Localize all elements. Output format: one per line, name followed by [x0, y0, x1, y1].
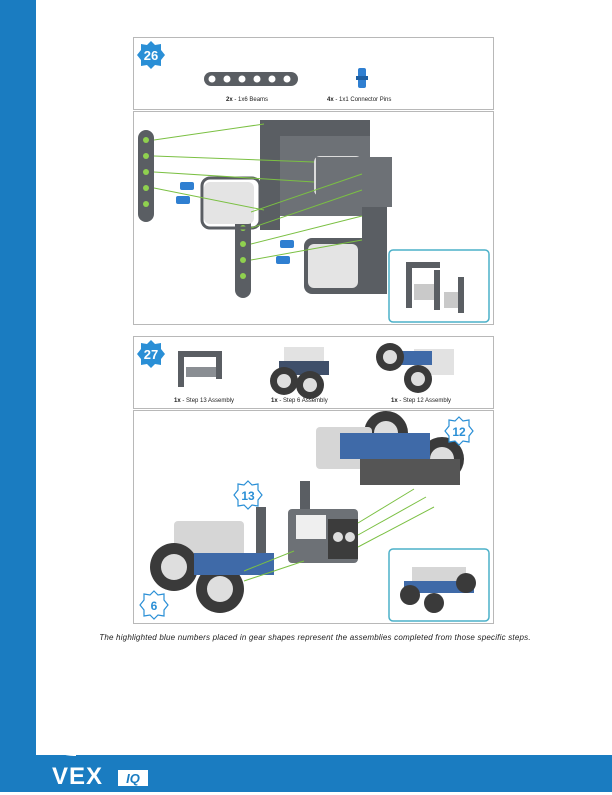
figure-caption: The highlighted blue numbers placed in gear shapes represent the assemblies completed from those specific steps.	[99, 633, 531, 642]
beam-1x6-icon	[204, 72, 298, 86]
callout-number-12: 12	[452, 425, 466, 439]
vex-iq-logo-mark	[52, 762, 162, 790]
parts-label-pins: 4x - 1x1 Connector Pins	[327, 97, 392, 103]
step-6-assembly-icon	[270, 347, 329, 399]
step-26-parts-panel	[133, 37, 494, 110]
step-26-gear-badge	[137, 41, 165, 69]
step-26-parts-illustration	[134, 38, 494, 110]
parts-label-step12: 1x - Step 12 Assembly	[391, 398, 452, 404]
step-26-inset-view	[389, 250, 489, 322]
step-27-assembly-illustration	[134, 411, 494, 624]
step-26-number: 26	[143, 48, 159, 63]
parts-label-step6: 1x - Step 6 Assembly	[271, 398, 328, 404]
callout-number-6: 6	[150, 599, 158, 613]
footer-corner-curve	[36, 718, 76, 756]
callout-gear-6	[140, 591, 168, 619]
loose-beam-left	[138, 130, 154, 222]
step-27-number: 27	[143, 347, 159, 362]
step-12-assembly	[316, 411, 464, 485]
callout-number-13: 13	[241, 489, 255, 503]
left-brand-bar	[0, 0, 36, 792]
motor-frame	[202, 120, 392, 294]
callout-gear-13	[234, 481, 262, 509]
connector-pin-icon	[356, 68, 368, 88]
step-26-assembly-panel	[133, 111, 494, 325]
callout-gear-12	[445, 417, 473, 445]
parts-label-step13: 1x - Step 13 Assembly	[174, 398, 235, 404]
svg-text:IQ: IQ	[126, 771, 140, 786]
vex-iq-logo	[52, 762, 162, 790]
svg-text:VEX: VEX	[52, 763, 104, 790]
step-6-assembly	[150, 521, 274, 613]
step-27-gear-badge	[137, 340, 165, 368]
step-26-assembly-illustration	[134, 112, 494, 325]
step-13-assembly-icon	[178, 351, 222, 387]
step-27-inset-view	[389, 549, 489, 621]
parts-label-beams: 2x - 1x6 Beams	[226, 97, 269, 103]
step-12-assembly-icon	[376, 343, 454, 393]
step-27-parts-panel	[133, 336, 494, 409]
step-27-assembly-panel	[133, 410, 494, 624]
